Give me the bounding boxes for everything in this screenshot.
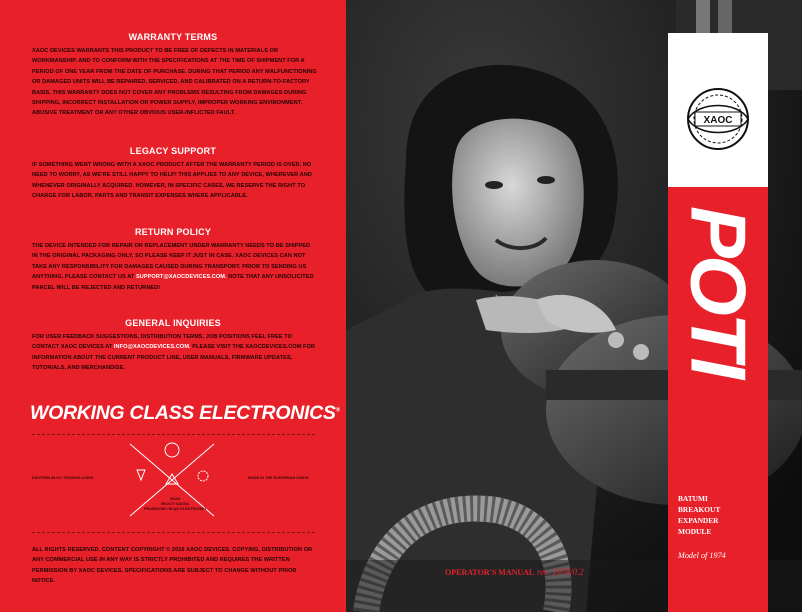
model-year: Model of 1974 — [678, 551, 726, 560]
inquiries-title: GENERAL INQUIRIES — [125, 318, 221, 328]
emblem-sub-text — [140, 497, 210, 512]
return-title: RETURN POLICY — [134, 227, 212, 237]
product-title — [674, 191, 763, 391]
back-cover — [0, 0, 346, 612]
module-line: BATUMI — [678, 494, 708, 503]
manual-label: OPERATOR'S MANUAL — [445, 568, 535, 577]
registered-mark: ® — [756, 193, 761, 199]
return-text — [32, 241, 317, 293]
legacy-text: IF SOMETHING WENT WRONG WITH A XAOC PRODUCT AFTER THE WARRANTY PERIOD IS OVER, NO NEED TO WORRY, AS WE'RE STILL HAPPY TO HELP! THIS APPLIES TO ANY DEVICE, WHEREVER AND WHENEVER ORIGINALLY ACQUIRED. HOWEVER, IN SPECIFIC CASES, WE RESERVE THE RIGHT TO CHARGE FOR LABOR, PARTS AND TRANSIT EXPENSES WHERE APPLICABLE. — [32, 162, 312, 200]
warranty-text: XAOC DEVICES WARRANTS THIS PRODUCT TO BE FREE OF DEFECTS IN MATERIALS OR WORKMANSHIP, AND TO CONFORM WITH THE SPECIFICATIONS AT THE TIME OF SHIPMENT FOR A PERIOD OF ONE YEAR FROM THE DATE OF PURCHASE. DURING THAT PERIOD ANY MALFUNCTIONING OR DAMAGED UNITS WILL BE REPAIRED, SERVICED, AND CALIBRATED ON A RETURN-TO-FACTORY BASIS. THIS WARRANTY DOES NOT COVER ANY PROBLEMS RESULTING FROM DAMAGES DURING SHIPPING, INCORRECT INSTALLATION OR POWER SUPPLY, IMPROPER WORKING ENVIRONMENT, ABUSIVE TREATMENT OR ANY OTHER OBVIOUS USER-INFLICTED FAULT. — [32, 48, 317, 117]
title-band — [668, 33, 768, 612]
emblem-left-text: EASTERN BLOC TECHNOLOGIES — [32, 476, 94, 480]
band-top-strip — [668, 33, 768, 51]
module-line: BREAKOUT — [678, 505, 721, 514]
slogan — [30, 402, 340, 425]
xaoc-logo-icon — [668, 51, 768, 187]
return-text-1: THE DEVICE INTENDED FOR REPAIR OR REPLACEMENT UNDER WARRANTY NEEDS TO BE SHIPPED IN THE ORIGINAL PACKAGING ONLY, SO PLEASE KEEP IT JUST IN CASE. XAOC DEVICES CAN NOT TAKE ANY RESPONSIBILITY FOR DAMAGES CAUSED DURING TRANSPORT. PRIOR TO SENDING US ANYTHING, PLEASE CONTACT US AT — [32, 243, 311, 281]
copyright-text: ALL RIGHTS RESERVED. CONTENT COPYRIGHT © 2016 XAOC DEVICES. COPYING, DISTRIBUTION OR ANY COMMERCIAL USE IN ANY WAY IS STRICTLY PROHIBITED AND REQUIRES THE WRITTEN PERMISSION BY XAOC DEVICES. SPECIFICATIONS ARE SUBJECT TO CHANGE WITHOUT PRIOR NOTICE. — [32, 547, 313, 585]
support-email-link[interactable]: SUPPORT@XAOCDEVICES.COM. — [136, 274, 227, 281]
manual-revision: rev. 1974/0.2 — [537, 567, 584, 577]
inquiries-text — [32, 332, 317, 374]
emblem-sub-line: ЯКОСТІ ХАОКА — [160, 502, 190, 506]
logo-text: XAOC — [703, 115, 733, 126]
inquiries-text-1: FOR USER FEEDBACK SUGGESTIONS, DISTRIBUTION TERMS, JOB POSITIONS FEEL FREE TO CONTACT XAOC DEVICES AT — [32, 334, 293, 351]
emblem-right-text: MADE IN THE EUROPEAN UNION — [248, 476, 309, 480]
legacy-title: LEGACY SUPPORT — [129, 146, 217, 156]
divider-bottom — [32, 532, 315, 533]
slogan-mark: ® — [335, 407, 340, 414]
module-line: MODULE — [678, 527, 712, 536]
emblem-sub-line: ЗНАК — [169, 497, 181, 501]
logo-box — [668, 51, 768, 199]
emblem-sub-line: PRAWDZIWY BŁĄD ELEKTRONIKI — [144, 507, 206, 511]
divider-top — [32, 434, 315, 435]
warranty-title: WARRANTY TERMS — [128, 32, 218, 42]
module-line: EXPANDER — [678, 516, 719, 525]
module-description — [678, 493, 763, 537]
inquiries-text-2: PLEASE VISIT THE XAOCDEVICES.COM FOR INFORMATION ABOUT THE CURRENT PRODUCT LINE, USER MANUALS, FIRMWARE UPDATES, TUTORIALS, AND MERCHANDISE. — [32, 344, 315, 372]
info-email-link[interactable]: INFO@XAOCDEVICES.COM. — [113, 344, 191, 351]
product-name: POTI — [674, 205, 763, 377]
slogan-text: WORKING CLASS ELECTRONICS — [30, 402, 336, 424]
return-text-2: NOTE THAT ANY UNSOLICITED PARCEL WILL BE REJECTED AND RETURNED! — [32, 274, 314, 291]
